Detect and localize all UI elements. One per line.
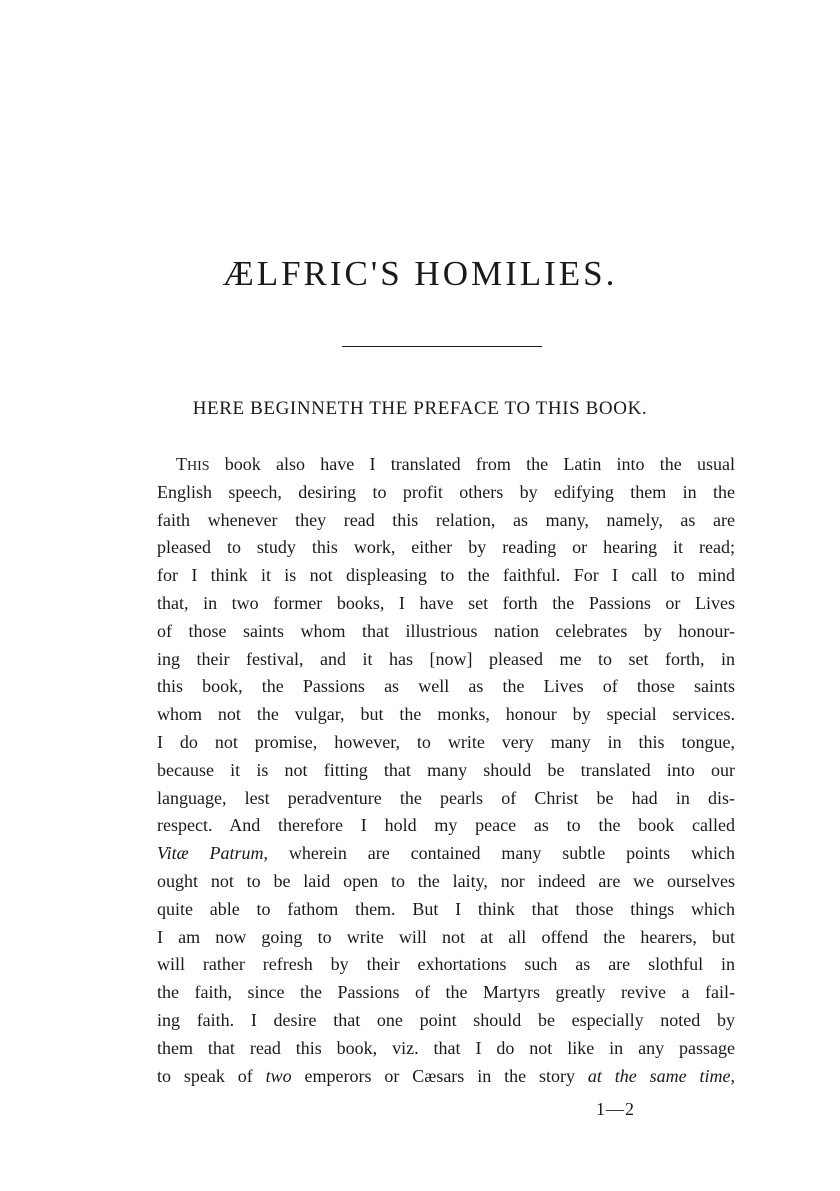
text-line: faith whenever they read this relation, as many, namely, as are [157,509,735,530]
italic-word: two [265,1065,292,1086]
text-line: English speech, desiring to profit others by edifying them in the [157,481,735,502]
section-heading: HERE BEGINNETH THE PREFACE TO THIS BOOK. [192,398,648,419]
text-line: this book, the Passions as well as the Lives of those saints [157,676,735,697]
first-word-lead: T [176,454,187,474]
preface-text [157,451,735,1090]
text-line: THIS book also have I translated from the Latin into the usual [176,454,735,474]
text-line: ing faith. I desire that one point should be especially noted by [157,1009,735,1030]
italic-title: Vitæ Patrum, [157,843,269,864]
page-title: ÆLFRIC'S HOMILIES. [222,254,618,293]
text-line: language, lest peradventure the pearls of Christ be had in dis- [157,787,735,808]
text-line: I do not promise, however, to write very many in this tongue, [157,731,735,752]
text-line: ing their festival, and it has [now] pleased me to set forth, in [157,648,735,669]
title-divider [342,346,542,347]
italic-phrase: at the same time, [587,1065,735,1086]
text-line: will rather refresh by their exhortations such as are slothful in [157,954,735,975]
text-line: for I think it is not displeasing to the faithful. For I call to mind [157,565,735,586]
text-line: whom not the vulgar, but the monks, honour by special services. [157,704,735,725]
text-line: to speak of two emperors or Cæsars in the story at the same time, [157,1065,735,1086]
page-number: 1—2 [596,1099,635,1119]
text-line: that, in two former books, I have set forth the Passions or Lives [157,592,735,613]
text-line: of those saints whom that illustrious nation celebrates by honour- [157,620,735,641]
text-line: pleased to study this work, either by reading or hearing it read; [157,537,735,558]
text-line: ought not to be laid open to the laity, nor indeed are we ourselves [157,870,735,891]
text-line: because it is not fitting that many should be translated into our [157,759,735,780]
text-line: the faith, since the Passions of the Martyrs greatly revive a fail- [157,982,735,1003]
text-line: respect. And therefore I hold my peace as to the book called [157,815,735,836]
first-word-small-caps: HIS [187,459,210,474]
text-line: Vitæ Patrum, wherein are contained many subtle points which [157,843,736,864]
text-line: them that read this book, viz. that I do not like in any passage [157,1037,735,1058]
text-line: I am now going to write will not at all offend the hearers, but [157,926,735,947]
text-line: quite able to fathom them. But I think that those things which [157,898,735,919]
